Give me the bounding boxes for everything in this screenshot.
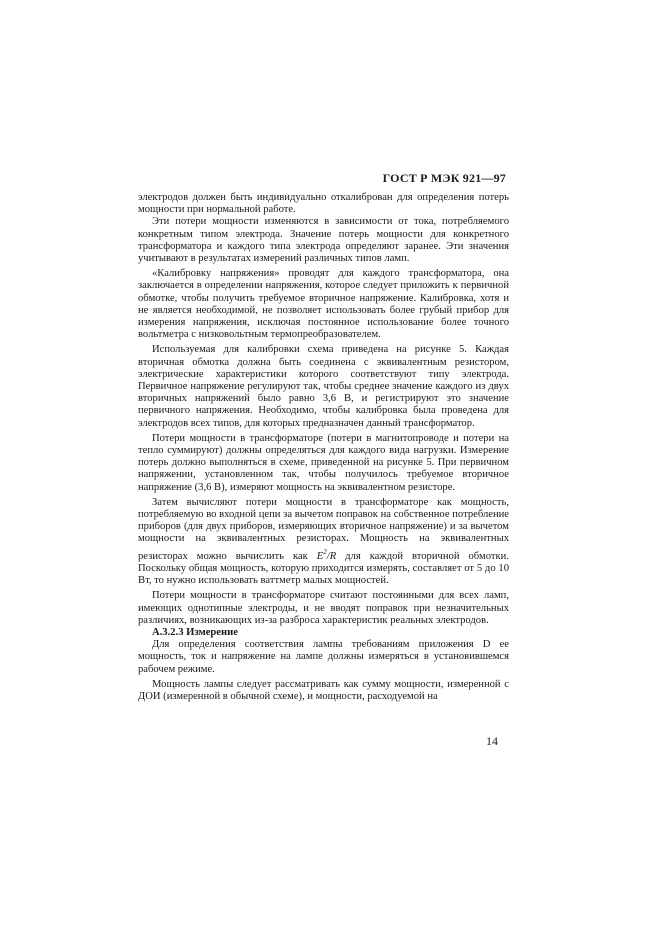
page-number: 14 <box>486 734 498 748</box>
paragraph-6-before: Затем вычисляют потери мощности в трансформаторе как мощность, потребляемую во входной цепи за вычетом поправок на собственное потребление приборов (для двух приборов, измеряющих вторичное напряжение) и за вычетом мощности на эквивалентных резисторах. Мощность на эквивалентных резисторах можно вычислить как <box>138 496 509 562</box>
paragraph-4: Используемая для калибровки схема приведена на рисунке 5. Каждая вторичная обмотка должна быть соединена с эквивалентным резистором, электрические характеристики которого соответствуют типу электрода. Первичное напряжение регулируют так, чтобы среднее значение каждого из двух вторичных напряжений было равно 3,6 В, и регистрируют это значение первичного напряжения. Необходимо, чтобы калибровка была проведена для электродов всех типов, для которых предназначен данный трансформатор. <box>138 344 509 429</box>
paragraph-5: Потери мощности в трансформаторе (потери в магнитопроводе и потери на тепло суммируют) должны определяться для каждого вида нагрузки. Измерение потерь должно выполняться в схеме, приведенной на рисунке 5. При первичном напряжении, установленном так, чтобы получилось требуемое вторичное напряжение (3,6 В), измеряют мощность на эквивалентном резисторе. <box>138 432 509 493</box>
formula-base: E <box>316 550 324 562</box>
formula-rest: /R <box>326 550 337 562</box>
paragraph-1: электродов должен быть индивидуально откалиброван для определения потерь мощности при нормальной работе. <box>138 192 509 216</box>
formula <box>316 547 337 562</box>
document-body <box>138 192 509 703</box>
paragraph-2: Эти потери мощности изменяются в зависимости от тока, потребляемого конкретным типом электрода. Значение потерь мощности для конкретного трансформатора и каждого типа электрода определяют заранее. Эти значения учитывают в результатах измерений различных типов ламп. <box>138 216 509 265</box>
paragraph-9: Мощность лампы следует рассматривать как сумму мощности, измеренной с ДОИ (измеренной в обычной схеме), и мощности, расходуемой на <box>138 678 509 702</box>
paragraph-6 <box>138 497 509 587</box>
subsection-heading: A.3.2.3 Измерение <box>152 626 238 638</box>
paragraph-6-after: для каждой вторичной обмотки. Поскольку общая мощность, которую приходится измерять, составляет от 5 до 10 Вт, то нужно использовать ваттметр малых мощностей. <box>138 550 509 587</box>
paragraph-7: Потери мощности в трансформаторе считают постоянными для всех ламп, имеющих однотипные электроды, и не вводят поправок при незначительных различиях, возникающих из-за разброса характеристик реальных электродов. <box>138 590 509 626</box>
page-header-title: ГОСТ Р МЭК 921—97 <box>382 171 506 185</box>
paragraph-8: Для определения соответствия лампы требованиям приложения D ее мощность, ток и напряжение на лампе должны измеряться в установившемся рабочем режиме. <box>138 639 509 675</box>
paragraph-3: «Калибровку напряжения» проводят для каждого трансформатора, она заключается в определении напряжения, которое следует приложить к первичной обмотке, чтобы получить требуемое вторичное напряжение. Калибровка, хотя и не является необходимой, не позволяет использовать более грубый прибор для измерения напряжения, исключая постоянное использование более точного вольтметра с низковольтным термопреобразователем. <box>138 268 509 341</box>
formula-exponent: 2 <box>323 547 327 556</box>
